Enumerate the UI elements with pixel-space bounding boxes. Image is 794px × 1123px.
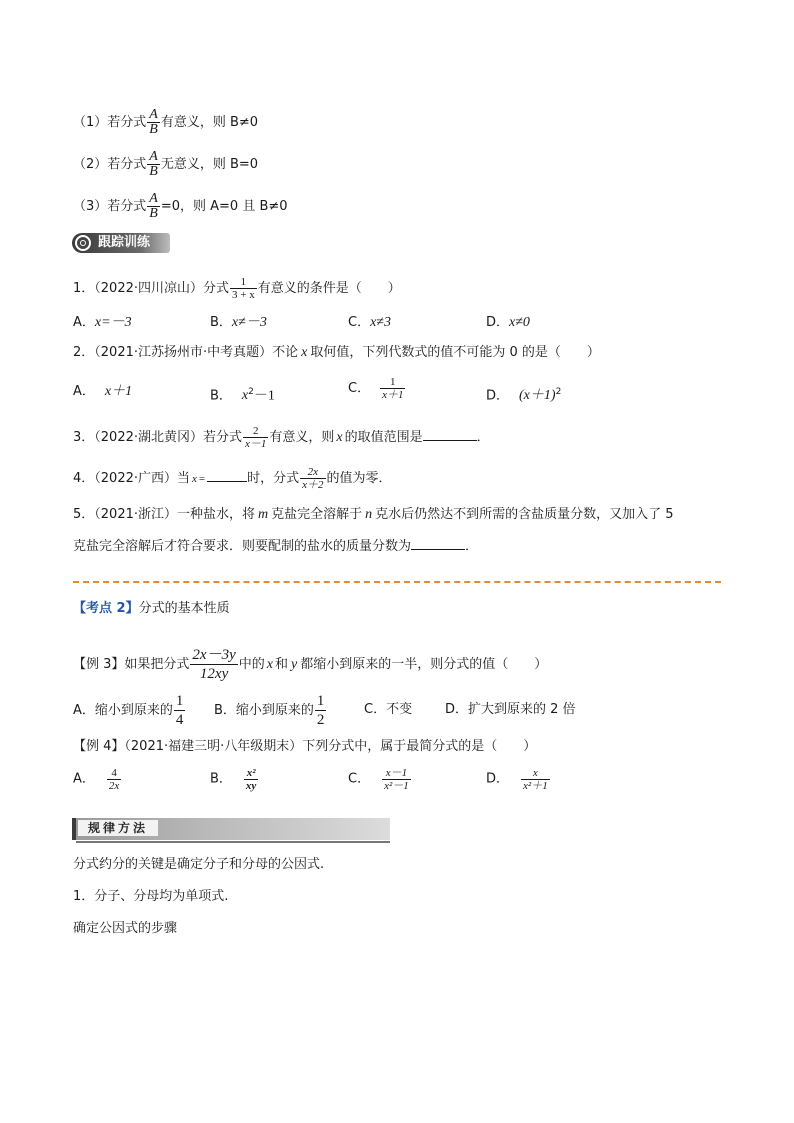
option-fraction — [107, 767, 121, 792]
condition-3-fraction — [147, 192, 160, 221]
example-3-option-a — [73, 692, 186, 729]
condition-3 — [73, 192, 288, 221]
question-2-text-a: 2．（2021·江苏扬州市·中考真题）不论 — [73, 345, 299, 360]
fraction-denominator: 12xy — [199, 666, 229, 682]
knowledge-point-2 — [73, 600, 230, 618]
option-label: A． — [73, 315, 95, 330]
question-4-fraction — [300, 466, 325, 491]
option-fraction — [244, 767, 258, 792]
question-4-mid: 时，分式 — [247, 471, 300, 486]
question-1-prefix: 1．（2022·四川凉山）分式 — [73, 281, 229, 296]
option-rest: －1 — [253, 388, 275, 404]
example-3-var-x: x — [266, 657, 273, 672]
condition-2-fraction — [147, 150, 160, 179]
question-5-end: ． — [465, 539, 479, 554]
example-4-option-d — [486, 767, 551, 792]
example-3-option-b — [214, 692, 327, 729]
example-3-var-y: y — [290, 657, 298, 672]
fraction-denominator: 2x — [108, 780, 120, 792]
example-3-text-b: 都缩小到原来的一半，则分式的值（ ） — [300, 657, 548, 672]
condition-1 — [73, 108, 258, 137]
option-text: B．缩小到原来的 — [214, 703, 314, 718]
option-label: B． — [210, 771, 232, 787]
option-fraction — [315, 692, 327, 729]
example-3 — [73, 646, 547, 683]
answer-blank[interactable] — [207, 469, 247, 482]
badge-label: 跟踪训练 — [98, 235, 151, 250]
question-2-option-a — [73, 383, 132, 401]
option-value: (x＋1) — [519, 388, 556, 404]
fraction-denominator: 3 + x — [232, 289, 255, 301]
example-4-option-a — [73, 767, 122, 792]
condition-3-suffix: =0，则 A=0 且 B≠0 — [160, 199, 288, 214]
option-fraction — [174, 692, 186, 729]
question-5-text-line2: 克盐完全溶解后才符合要求．则要配制的盐水的质量分数为 — [73, 539, 412, 554]
fraction-numerator: A — [149, 149, 158, 164]
question-2-option-d — [486, 383, 561, 405]
question-3-suffix: 的取值范围是 — [344, 430, 423, 445]
fraction-denominator: B — [149, 122, 158, 137]
option-exponent: 2 — [248, 387, 254, 397]
option-fraction — [380, 376, 405, 401]
option-label: B． — [210, 388, 232, 404]
question-5-line-2 — [73, 537, 478, 556]
rule-line-3: 确定公因式的步骤 — [73, 921, 178, 936]
question-3-end: ． — [476, 430, 490, 445]
option-label: D． — [486, 315, 510, 330]
question-2-text-b: 取何值，下列代数式的值不可能为 0 的是（ ） — [310, 345, 600, 360]
rule-method-banner — [72, 818, 390, 840]
question-3 — [73, 425, 490, 450]
question-1-option-d — [486, 314, 530, 332]
option-label: C． — [348, 315, 371, 330]
question-2-option-c — [348, 376, 406, 401]
option-value: x≠0 — [509, 315, 530, 330]
fraction-numerator: 1 — [380, 376, 405, 389]
option-label: D． — [486, 771, 510, 787]
question-4-equals: = — [198, 473, 206, 485]
example-3-option-d — [445, 701, 576, 719]
question-1-option-a — [73, 314, 132, 332]
example-4-text: 【例 4】（2021·福建三明·八年级期末）下列分式中，属于最简分式的是（ ） — [73, 739, 537, 754]
fraction-denominator: 4 — [175, 712, 184, 728]
option-label: D． — [486, 388, 510, 404]
fraction-numerator: 1 — [230, 276, 257, 289]
example-3-prefix: 【例 3】如果把分式 — [73, 657, 190, 672]
answer-blank[interactable] — [411, 537, 465, 550]
question-5-text-c: 克水后仍然达不到所需的含盐质量分数，又加入了 5 — [375, 507, 674, 522]
condition-1-fraction — [147, 108, 160, 137]
question-4-variable: x — [192, 473, 197, 485]
question-2 — [73, 344, 600, 362]
example-3-option-c — [364, 701, 412, 719]
option-base: x — [241, 388, 249, 404]
question-3-variable: x — [336, 430, 343, 445]
condition-1-prefix: （1）若分式 — [73, 115, 147, 130]
example-3-and: 和 — [274, 657, 288, 672]
option-text: A．缩小到原来的 — [73, 703, 173, 718]
question-5-var-m: m — [258, 507, 269, 522]
question-5-text-a: 5．（2021·浙江）一种盐水，将 — [73, 507, 255, 522]
question-5-var-n: n — [365, 507, 373, 522]
knowledge-point-title: 分式的基本性质 — [138, 601, 230, 616]
fraction-numerator: 2 — [243, 425, 268, 438]
question-5-line-1 — [73, 506, 674, 524]
fraction-numerator: 4 — [107, 767, 121, 780]
answer-blank[interactable] — [423, 428, 477, 441]
question-1 — [73, 276, 401, 301]
section-divider — [73, 581, 721, 583]
fraction-numerator: A — [149, 191, 158, 206]
option-exponent: 2 — [555, 387, 562, 397]
section-badge-tracking-practice — [72, 233, 170, 253]
option-fraction — [382, 767, 411, 792]
rule-line-1: 分式约分的关键是确定分子和分母的公因式. — [73, 857, 325, 872]
option-text: C．不变 — [364, 702, 413, 717]
fraction-numerator: x² — [244, 767, 258, 780]
option-text: D．扩大到原来的 2 倍 — [445, 702, 576, 717]
question-3-fraction — [243, 425, 268, 450]
question-1-suffix: 有意义的条件是（ ） — [257, 281, 401, 296]
fraction-numerator: A — [149, 107, 158, 122]
condition-1-suffix: 有意义，则 B≠0 — [160, 115, 259, 130]
target-icon — [75, 235, 91, 251]
fraction-denominator: x²－1 — [384, 780, 409, 792]
question-3-mid: 有意义，则 — [269, 430, 335, 445]
option-value: x＋1 — [104, 384, 133, 399]
question-4-prefix: 4．（2022·广西）当 — [73, 471, 190, 486]
fraction-denominator: xy — [245, 780, 257, 792]
example-4 — [73, 738, 536, 756]
option-fraction — [521, 767, 550, 792]
fraction-numerator: 2x－3y — [192, 647, 236, 663]
option-label: A． — [73, 384, 95, 399]
option-value: x≠－3 — [231, 315, 267, 330]
option-value: x=－3 — [94, 315, 132, 330]
fraction-denominator: B — [149, 164, 158, 179]
option-label: C． — [348, 771, 371, 787]
fraction-denominator: x＋2 — [302, 479, 324, 491]
question-4-suffix: 的值为零． — [326, 471, 392, 486]
fraction-denominator: x＋1 — [382, 389, 404, 401]
rule-line-2: 1．分子、分母均为单项式. — [73, 889, 229, 904]
fraction-denominator: x²＋1 — [523, 780, 548, 792]
question-1-option-b — [210, 314, 267, 332]
example-4-option-b — [210, 767, 259, 792]
question-2-option-b — [210, 383, 275, 405]
fraction-numerator: x — [521, 767, 550, 780]
example-3-text-a: 中的 — [238, 657, 265, 672]
fraction-denominator: 2 — [316, 712, 325, 728]
example-3-fraction — [190, 646, 237, 683]
fraction-denominator: B — [149, 206, 158, 221]
condition-2 — [73, 150, 258, 179]
question-1-option-c — [348, 314, 391, 332]
fraction-numerator: 1 — [175, 693, 184, 709]
option-value: x≠3 — [370, 315, 391, 330]
example-4-option-c — [348, 767, 412, 792]
option-label: B． — [210, 315, 232, 330]
question-2-variable: x — [301, 345, 308, 360]
question-1-fraction — [230, 276, 257, 301]
condition-2-suffix: 无意义，则 B=0 — [160, 157, 259, 172]
fraction-numerator: 1 — [316, 693, 325, 709]
question-5-text-b: 克盐完全溶解于 — [271, 507, 363, 522]
question-3-prefix: 3．（2022·湖北黄冈）若分式 — [73, 430, 242, 445]
fraction-denominator: x－1 — [245, 438, 267, 450]
question-4 — [73, 466, 392, 491]
option-label: A． — [73, 771, 95, 787]
condition-3-prefix: （3）若分式 — [73, 199, 147, 214]
knowledge-point-label: 【考点 2】 — [73, 601, 139, 616]
option-label: C． — [348, 381, 371, 396]
fraction-numerator: x－1 — [382, 767, 411, 780]
fraction-numerator: 2x — [300, 466, 325, 479]
condition-2-prefix: （2）若分式 — [73, 157, 147, 172]
rule-method-title: 规律方法 — [78, 820, 158, 836]
